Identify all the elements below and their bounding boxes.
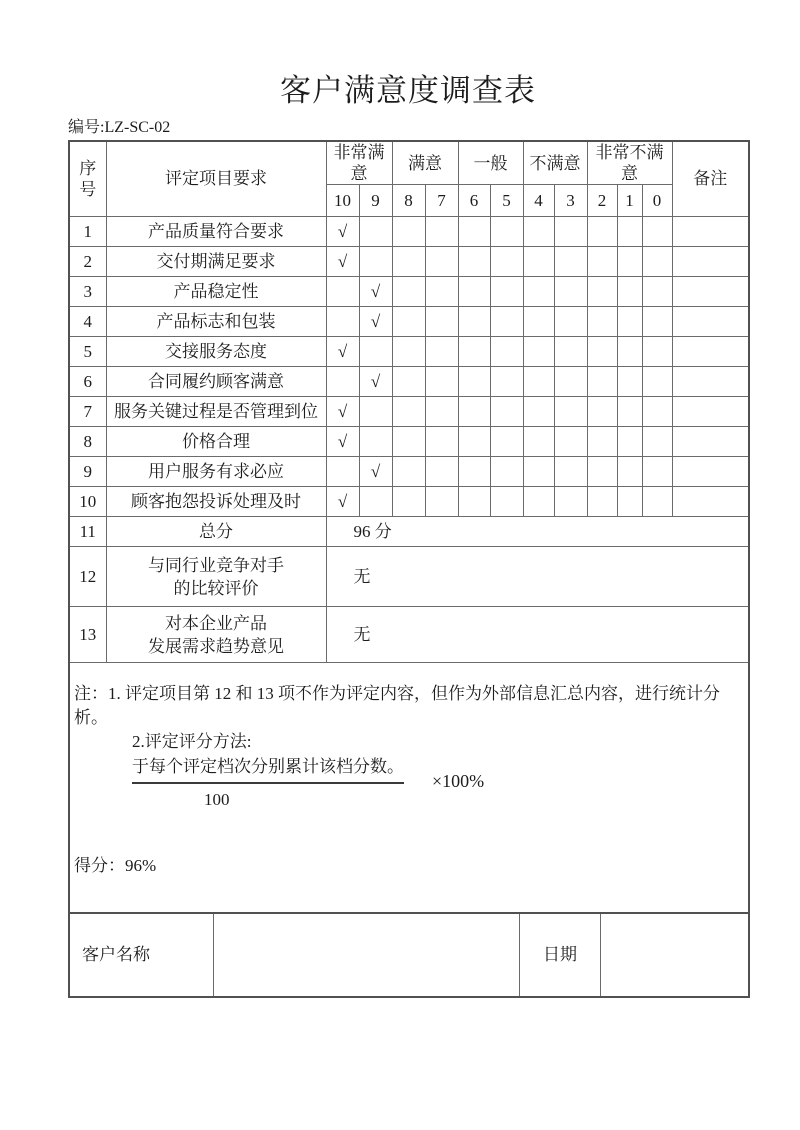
- row-number: 2: [69, 247, 106, 277]
- table-row-product-trend-opinion: [69, 607, 749, 663]
- col-header-level-very-satisfied: 非常满意: [326, 141, 392, 185]
- score-cell: [523, 337, 554, 367]
- score-cell: [458, 367, 490, 397]
- row-number: 1: [69, 217, 106, 247]
- score-cell: [642, 217, 672, 247]
- score-cell: [490, 247, 523, 277]
- remark-cell: [672, 457, 749, 487]
- formula-fraction: [132, 755, 404, 811]
- row-item-label: 用户服务有求必应: [106, 457, 326, 487]
- score-cell: [490, 397, 523, 427]
- date-value: [601, 914, 748, 996]
- score-cell: [523, 277, 554, 307]
- score-cell: [392, 307, 425, 337]
- col-header-score-10: 10: [326, 185, 359, 217]
- score-cell: [642, 397, 672, 427]
- score-cell: [587, 367, 617, 397]
- col-header-remark: 备注: [672, 141, 749, 217]
- score-cell: [458, 307, 490, 337]
- customer-name-label: 客户名称: [70, 914, 214, 996]
- score-cell: [326, 457, 359, 487]
- row-item-label: 总分: [106, 517, 326, 547]
- score-formula: [132, 755, 744, 811]
- row-item-label: 产品稳定性: [106, 277, 326, 307]
- check-mark-cell: √: [359, 367, 392, 397]
- remark-cell: [672, 247, 749, 277]
- score-cell: [490, 427, 523, 457]
- col-header-score-8: 8: [392, 185, 425, 217]
- table-row-competitor-comparison: [69, 547, 749, 607]
- score-cell: [490, 367, 523, 397]
- table-row: [69, 277, 749, 307]
- score-cell: [642, 487, 672, 517]
- row-number: 10: [69, 487, 106, 517]
- row-item-label: 产品质量符合要求: [106, 217, 326, 247]
- remark-cell: [672, 277, 749, 307]
- score-cell: [490, 337, 523, 367]
- score-cell: [642, 367, 672, 397]
- total-score-value: 96 分: [326, 517, 749, 547]
- score-cell: [425, 277, 458, 307]
- row-item-label: 交付期满足要求: [106, 247, 326, 277]
- row-item-label: 与同行业竞争对手 的比较评价: [106, 547, 326, 607]
- score-cell: [587, 487, 617, 517]
- score-cell: [425, 367, 458, 397]
- table-header: [69, 141, 749, 217]
- check-mark-cell: √: [326, 337, 359, 367]
- score-cell: [587, 457, 617, 487]
- score-cell: [490, 307, 523, 337]
- table-row: [69, 307, 749, 337]
- score-cell: [392, 247, 425, 277]
- table-row-total: [69, 517, 749, 547]
- footer-row: [69, 913, 749, 997]
- table-row: [69, 397, 749, 427]
- score-cell: [523, 217, 554, 247]
- score-cell: [490, 487, 523, 517]
- score-cell: [359, 337, 392, 367]
- score-cell: [523, 487, 554, 517]
- score-cell: [392, 217, 425, 247]
- row-number: 6: [69, 367, 106, 397]
- customer-name-value: [214, 914, 520, 996]
- check-mark-cell: √: [326, 247, 359, 277]
- score-cell: [617, 397, 642, 427]
- score-cell: [458, 337, 490, 367]
- col-header-score-3: 3: [554, 185, 587, 217]
- score-cell: [617, 307, 642, 337]
- check-mark-cell: √: [359, 277, 392, 307]
- score-cell: [587, 307, 617, 337]
- row-item-label: 交接服务态度: [106, 337, 326, 367]
- score-cell: [392, 367, 425, 397]
- score-cell: [617, 367, 642, 397]
- score-cell: [642, 307, 672, 337]
- score-cell: [458, 427, 490, 457]
- score-cell: [425, 397, 458, 427]
- score-cell: [617, 277, 642, 307]
- row-number: 12: [69, 547, 106, 607]
- col-header-score-1: 1: [617, 185, 642, 217]
- remark-cell: [672, 307, 749, 337]
- score-cell: [392, 457, 425, 487]
- col-header-score-9: 9: [359, 185, 392, 217]
- table-row: [69, 487, 749, 517]
- remark-cell: [672, 367, 749, 397]
- score-cell: [554, 457, 587, 487]
- score-cell: [523, 397, 554, 427]
- row-item-label: 顾客抱怨投诉处理及时: [106, 487, 326, 517]
- score-cell: [554, 487, 587, 517]
- score-result: 得分：96%: [74, 856, 157, 875]
- score-cell: [642, 457, 672, 487]
- score-cell: [392, 337, 425, 367]
- row-number: 11: [69, 517, 106, 547]
- row-number: 3: [69, 277, 106, 307]
- score-cell: [554, 367, 587, 397]
- notes-row: [69, 663, 749, 913]
- check-mark-cell: √: [326, 487, 359, 517]
- score-cell: [642, 337, 672, 367]
- score-cell: [554, 427, 587, 457]
- score-cell: [458, 397, 490, 427]
- score-cell: [554, 337, 587, 367]
- note-line-1: 注：1. 评定项目第 12 和 13 项不作为评定内容，但作为外部信息汇总内容，进行统计分析。: [74, 684, 720, 727]
- col-header-score-2: 2: [587, 185, 617, 217]
- row-item-label: 产品标志和包装: [106, 307, 326, 337]
- col-header-score-4: 4: [523, 185, 554, 217]
- row-number: 13: [69, 607, 106, 663]
- doc-number: 编号:LZ-SC-02: [68, 119, 171, 136]
- col-header-level-very-dissatisfied: 非常不满意: [587, 141, 672, 185]
- score-cell: [587, 397, 617, 427]
- remark-cell: [672, 337, 749, 367]
- score-cell: [425, 457, 458, 487]
- row-number: 4: [69, 307, 106, 337]
- table-row: [69, 217, 749, 247]
- score-cell: [523, 307, 554, 337]
- col-header-level-satisfied: 满意: [392, 141, 458, 185]
- remark-cell: [672, 217, 749, 247]
- score-cell: [587, 247, 617, 277]
- score-cell: [326, 277, 359, 307]
- score-cell: [359, 397, 392, 427]
- row-item-label: 价格合理: [106, 427, 326, 457]
- col-header-score-7: 7: [425, 185, 458, 217]
- score-cell: [587, 217, 617, 247]
- score-cell: [425, 487, 458, 517]
- score-cell: [359, 487, 392, 517]
- remark-cell: [672, 427, 749, 457]
- row-number: 9: [69, 457, 106, 487]
- score-cell: [359, 217, 392, 247]
- score-cell: [587, 427, 617, 457]
- score-cell: [642, 277, 672, 307]
- score-cell: [425, 247, 458, 277]
- col-header-score-0: 0: [642, 185, 672, 217]
- product-trend-value: 无: [326, 607, 749, 663]
- check-mark-cell: √: [326, 427, 359, 457]
- score-cell: [617, 337, 642, 367]
- score-cell: [458, 457, 490, 487]
- table-row: [69, 457, 749, 487]
- score-cell: [392, 487, 425, 517]
- score-cell: [425, 427, 458, 457]
- notes-cell: [69, 663, 749, 913]
- score-cell: [392, 397, 425, 427]
- score-cell: [490, 277, 523, 307]
- score-cell: [425, 337, 458, 367]
- check-mark-cell: √: [326, 217, 359, 247]
- score-cell: [642, 427, 672, 457]
- score-cell: [425, 217, 458, 247]
- score-cell: [458, 487, 490, 517]
- row-number: 7: [69, 397, 106, 427]
- page-title: 客户满意度调查表: [280, 73, 536, 108]
- note-line-2: 2.评定评分方法:: [132, 732, 252, 751]
- remark-cell: [672, 487, 749, 517]
- score-cell: [523, 367, 554, 397]
- col-header-score-6: 6: [458, 185, 490, 217]
- score-cell: [554, 307, 587, 337]
- score-cell: [617, 427, 642, 457]
- score-cell: [617, 217, 642, 247]
- score-cell: [359, 247, 392, 277]
- check-mark-cell: √: [359, 307, 392, 337]
- row-number: 5: [69, 337, 106, 367]
- formula-numerator: 于每个评定档次分别累计该档分数。: [132, 755, 404, 784]
- check-mark-cell: √: [359, 457, 392, 487]
- score-cell: [587, 277, 617, 307]
- col-header-seq: 序号: [69, 141, 106, 217]
- col-header-score-5: 5: [490, 185, 523, 217]
- score-cell: [587, 337, 617, 367]
- score-cell: [642, 247, 672, 277]
- score-cell: [523, 247, 554, 277]
- score-cell: [523, 427, 554, 457]
- remark-cell: [672, 397, 749, 427]
- score-cell: [490, 457, 523, 487]
- score-cell: [392, 277, 425, 307]
- score-cell: [458, 277, 490, 307]
- score-cell: [617, 457, 642, 487]
- formula-denominator: 100: [204, 790, 230, 809]
- score-cell: [554, 277, 587, 307]
- score-cell: [617, 487, 642, 517]
- table-row: [69, 367, 749, 397]
- score-cell: [554, 247, 587, 277]
- document-page: [68, 0, 748, 998]
- table-row: [69, 427, 749, 457]
- score-cell: [326, 367, 359, 397]
- col-header-item: 评定项目要求: [106, 141, 326, 217]
- row-number: 8: [69, 427, 106, 457]
- score-cell: [523, 457, 554, 487]
- row-item-label: 合同履约顾客满意: [106, 367, 326, 397]
- score-cell: [458, 247, 490, 277]
- table-row: [69, 247, 749, 277]
- score-cell: [458, 217, 490, 247]
- score-cell: [425, 307, 458, 337]
- score-cell: [359, 427, 392, 457]
- col-header-level-average: 一般: [458, 141, 523, 185]
- date-label: 日期: [520, 914, 601, 996]
- competitor-comparison-value: 无: [326, 547, 749, 607]
- score-cell: [554, 397, 587, 427]
- score-cell: [490, 217, 523, 247]
- score-cell: [617, 247, 642, 277]
- table-row: [69, 337, 749, 367]
- formula-multiplier: ×100%: [432, 771, 485, 791]
- check-mark-cell: √: [326, 397, 359, 427]
- score-cell: [326, 307, 359, 337]
- score-cell: [554, 217, 587, 247]
- score-cell: [392, 427, 425, 457]
- row-item-label: 对本企业产品 发展需求趋势意见: [106, 607, 326, 663]
- row-item-label: 服务关键过程是否管理到位: [106, 397, 326, 427]
- survey-table: [68, 140, 750, 998]
- col-header-level-dissatisfied: 不满意: [523, 141, 587, 185]
